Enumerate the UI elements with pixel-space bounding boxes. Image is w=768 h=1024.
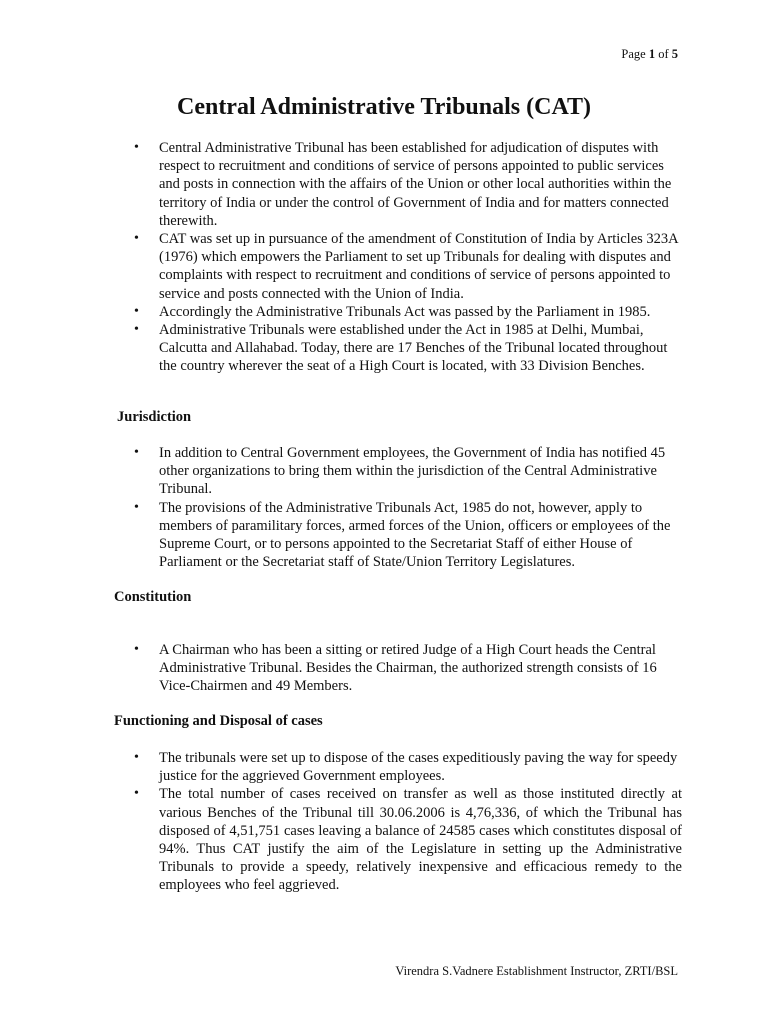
- list-item-text: The total number of cases received on transfer as well as those instituted directly at various Benches of the Tribunal till 30.06.2006 is 4,76,336, of which the Tribunal has disposed of 4,51,751 cases leaving a balance of 24585 cases which constitutes disposal of 94%. Thus CAT justify the aim of the Legislature in setting up the Administrative Tribunals to provide a speedy, relatively inexpensive and efficacious remedy to the employees who feel aggrieved.: [159, 786, 682, 894]
- list-item-text: Accordingly the Administrative Tribunals Act was passed by the Parliament in 1985.: [159, 303, 651, 320]
- bullet-icon: •: [134, 140, 139, 155]
- page-title: Central Administrative Tribunals (CAT): [176, 94, 591, 120]
- page-number-prefix: Page: [621, 47, 646, 61]
- list-item-text: CAT was set up in pursuance of the amendment of Constitution of India by Articles 323A (1976) which empowers the Parliament to set up Tribunals for dealing with disputes and complaints with respect to recruitment and conditions of service of persons appointed to service and posts connected with the Union of India.: [159, 231, 678, 302]
- bullet-icon: •: [134, 499, 139, 515]
- list-item-text: A Chairman who has been a sitting or retired Judge of a High Court heads the Central Administrative Tribunal. Besides the Chairman, the authorized strength consists of 16 Vice-Chairmen and 49 Members.: [159, 642, 657, 695]
- intro-list: [116, 139, 682, 376]
- jurisdiction-section: [116, 444, 682, 571]
- list-item-text: Administrative Tribunals were established under the Act in 1985 at Delhi, Mumbai, Calcutta and Allahabad. Today, there are 17 Benches of the Tribunal located throughout the country wherever the seat of a High Court is located, with 33 Division Benches.: [159, 322, 668, 375]
- list-item: [116, 321, 682, 376]
- list-item: [116, 139, 682, 230]
- intro-section: [116, 139, 682, 376]
- list-item: [116, 749, 682, 785]
- bullet-icon: •: [134, 642, 139, 657]
- constitution-list: [116, 641, 682, 696]
- page-footer: Virendra S.Vadnere Establishment Instructor, ZRTI/BSL: [395, 964, 678, 978]
- page-number-separator: of: [658, 47, 669, 61]
- list-item-text: Central Administrative Tribunal has been established for adjudication of disputes with respect to recruitment and conditions of service of persons appointed to public services and posts in connection with the affairs of the Union or other local authorities within the territory of India or under the control of Government of India and for matters connected therewith.: [159, 140, 672, 229]
- page-number: [621, 46, 678, 62]
- functioning-heading: Functioning and Disposal of cases: [114, 713, 323, 729]
- list-item-text: The tribunals were set up to dispose of the cases expeditiously paving the way for speedy justice for the aggrieved Government employees.: [159, 750, 678, 785]
- jurisdiction-list: [116, 444, 682, 571]
- list-item: [116, 641, 682, 696]
- bullet-icon: •: [134, 445, 139, 460]
- constitution-section: [116, 641, 682, 696]
- bullet-icon: •: [134, 303, 139, 319]
- list-item: [116, 303, 682, 321]
- functioning-list: [116, 749, 682, 895]
- list-item: [116, 444, 682, 499]
- list-item-text: In addition to Central Government employees, the Government of India has notified 45 other organizations to bring them within the jurisdiction of the Central Administrative Tribunal.: [159, 445, 666, 498]
- bullet-icon: •: [134, 786, 139, 802]
- page-number-current: 1: [648, 47, 656, 61]
- page-number-total: 5: [671, 47, 678, 61]
- bullet-icon: •: [134, 750, 139, 765]
- bullet-icon: •: [134, 322, 139, 338]
- list-item: [116, 785, 682, 894]
- list-item: [116, 230, 682, 303]
- jurisdiction-heading: Jurisdiction: [117, 409, 192, 425]
- list-item-text: The provisions of the Administrative Tribunals Act, 1985 do not, however, apply to members of paramilitary forces, armed forces of the Union, officers or employees of the Supreme Court, or to persons appointed to the Secretariat Staff of either House of Parliament or the Secretariat staff of State/Union Territory Legislatures.: [159, 499, 671, 571]
- list-item: [116, 499, 682, 572]
- constitution-heading: Constitution: [114, 589, 192, 605]
- functioning-section: [116, 749, 682, 895]
- bullet-icon: •: [134, 231, 139, 247]
